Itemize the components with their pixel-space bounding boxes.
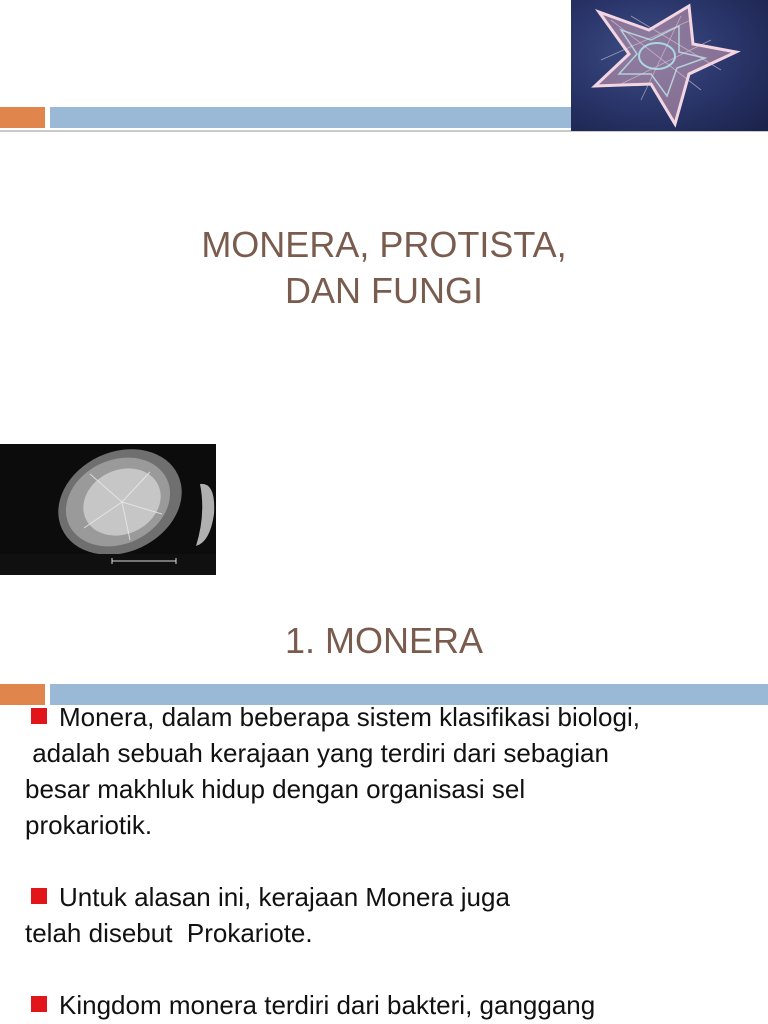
square-bullet-icon	[31, 888, 47, 904]
bullet-text: Kingdom monera terdiri dari bakteri, ganggang	[59, 990, 596, 1020]
bullet-text: Monera, dalam beberapa sistem klasifikasi biologi,	[59, 702, 640, 732]
bullet-text: adalah sebuah kerajaan yang terdiri dari sebagian	[25, 738, 609, 768]
content-slide	[0, 684, 768, 1024]
bullet-text: telah disebut Prokariote.	[25, 918, 313, 948]
square-bullet-icon	[31, 996, 47, 1012]
starfish-diatom-icon	[571, 0, 768, 131]
section-heading: 1. MONERA	[284, 620, 484, 661]
title-line-2: DAN FUNGI	[285, 270, 483, 311]
accent-bar-orange	[0, 107, 45, 128]
bullet-text: prokariotik.	[25, 810, 153, 840]
bullet-text: Untuk alasan ini, kerajaan Monera juga	[59, 882, 510, 912]
slide-title	[0, 222, 768, 314]
diatom-sem-image	[0, 444, 216, 575]
diatom-starfish-image	[571, 0, 768, 131]
diatom-sem-icon	[0, 444, 216, 575]
bullet-list	[25, 699, 745, 1024]
bullet-item-3	[25, 987, 745, 1023]
square-bullet-icon	[31, 708, 47, 724]
bullet-text: besar makhluk hidup dengan organisasi sel	[25, 774, 526, 804]
title-line-1: MONERA, PROTISTA,	[201, 224, 567, 265]
bullet-item-2	[25, 879, 745, 951]
bullet-item-1	[25, 699, 745, 843]
